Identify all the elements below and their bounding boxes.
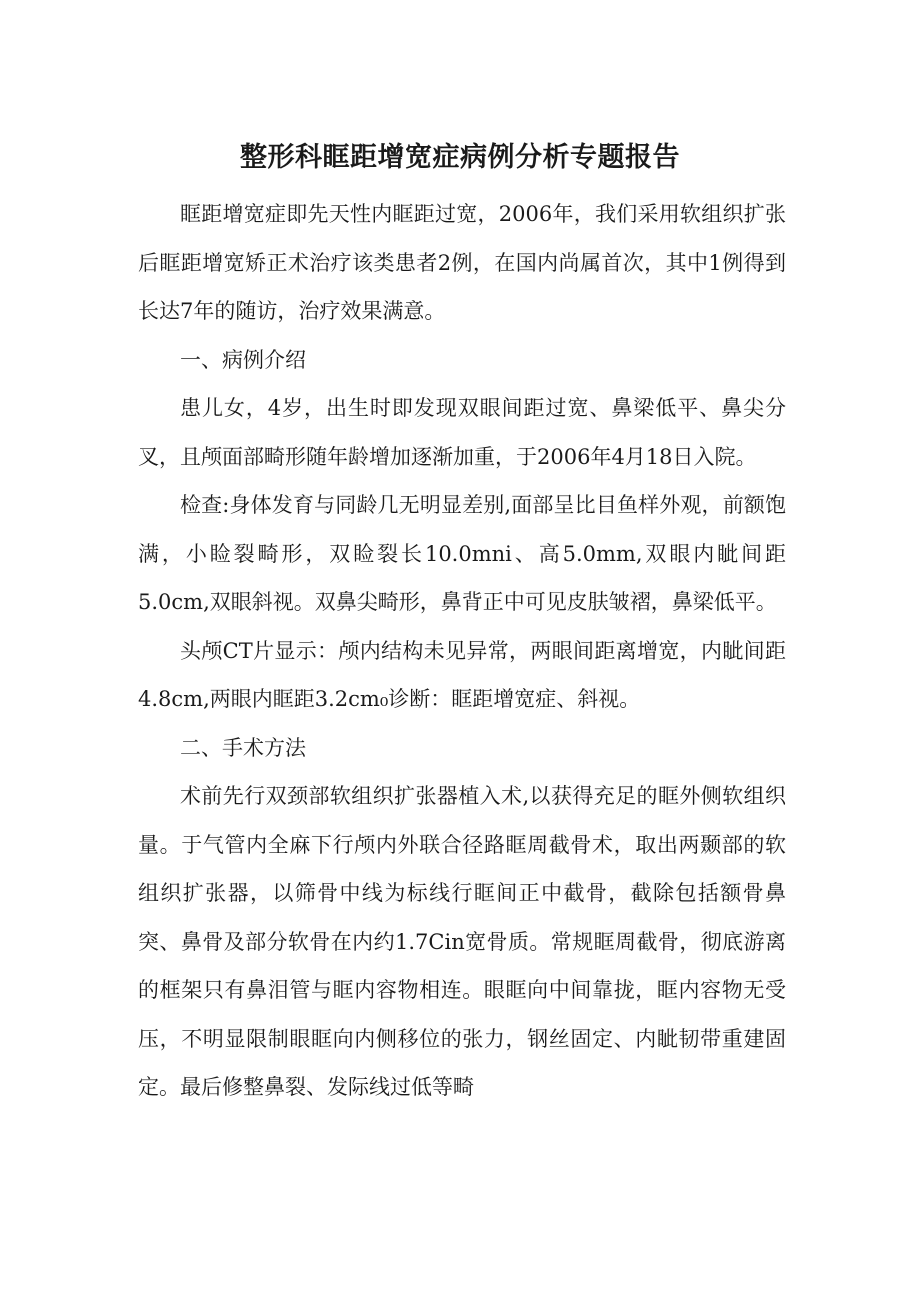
surgery-method-paragraph: 术前先行双颈部软组织扩张器植入术,以获得充足的眶外侧软组织量。于气管内全麻下行颅内外联合径路眶周截骨术，取出两颞部的软组织扩张器，以筛骨中线为标线行眶间正中截骨，截除包括额骨鼻突、鼻骨及部分软骨在内约1.7Cin宽骨质。常规眶周截骨，彻底游离的框架只有鼻泪管与眶内容物相连。眼眶向中间靠拢，眶内容物无受压，不明显限制眼眶向内侧移位的张力，钢丝固定、内眦韧带重建固定。最后修整鼻裂、发际线过低等畸 — [138, 784, 786, 1099]
examination-paragraph: 检查:身体发育与同龄几无明显差别,面部呈比目鱼样外观，前额饱满，小睑裂畸形，双睑裂长10.0mni、高5.0mm,双眼内眦间距5.0cm,双眼斜视。双鼻尖畸形，鼻背正中可见皮肤皱褶，鼻梁低平。 — [138, 493, 786, 614]
section-heading-surgery: 二、手术方法 — [180, 735, 306, 760]
case-history-paragraph: 患儿女，4岁，出生时即发现双眼间距过宽、鼻梁低平、鼻尖分叉，且颅面部畸形随年龄增加逐渐加重，于2006年4月18日入院。 — [138, 396, 786, 469]
section-heading-case: 一、病例介绍 — [180, 347, 306, 372]
intro-paragraph: 眶距增宽症即先天性内眶距过宽，2006年，我们采用软组织扩张后眶距增宽矫正术治疗该类患者2例，在国内尚属首次，其中1例得到长达7年的随访，治疗效果满意。 — [138, 202, 786, 323]
ct-diagnosis-paragraph: 头颅CT片显示：颅内结构未见异常，两眼间距离增宽，内眦间距4.8cm,两眼内眶距3.2cm₀诊断：眶距增宽症、斜视。 — [138, 638, 786, 711]
document-title: 整形科眶距增宽症病例分析专题报告 — [240, 142, 680, 173]
document-body — [138, 190, 786, 1112]
